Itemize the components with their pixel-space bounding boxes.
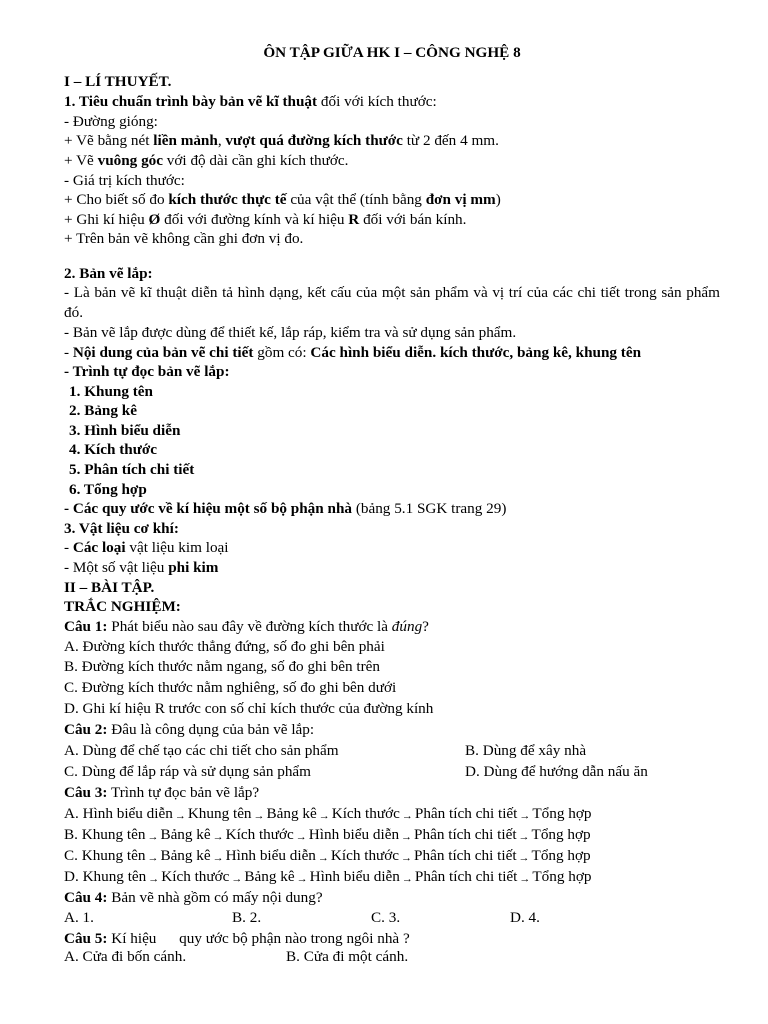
s2-paragraph2: - Bản vẽ lắp được dùng để thiết kế, lắp ráp, kiểm tra và sử dụng sản phẩm. <box>64 324 517 341</box>
option-step: Hình biểu diễn <box>309 868 400 885</box>
s1-line5: + Cho biết số đo kích thước thực tế của vật thể (tính bằng đơn vị mm) <box>64 191 501 208</box>
option-step: Bảng kê <box>160 826 211 843</box>
s2-paragraph4: - Trình tự đọc bản vẽ lắp: <box>64 363 230 380</box>
answer-option: A. Đường kích thước thẳng đứng, số đo ghi bên phải <box>64 638 385 655</box>
option-step: Phân tích chi tiết <box>414 805 518 822</box>
reading-step: 3. Hình biểu diễn <box>69 422 181 439</box>
answer-option <box>64 804 591 826</box>
section-heading-theory: I – LÍ THUYẾT. <box>64 73 172 90</box>
answer-option: A. Cửa đi bốn cánh. <box>64 948 187 965</box>
reading-step: 4. Kích thước <box>69 441 157 458</box>
arrow-right-icon: → <box>318 810 330 822</box>
option-step: Tổng hợp <box>532 868 592 885</box>
option-step: Phân tích chi tiết <box>414 868 518 885</box>
s1-title: 1. Tiêu chuẩn trình bày bản vẽ kĩ thuật đối với kích thước: <box>64 93 437 110</box>
answer-option <box>64 846 591 868</box>
option-letter: D. <box>64 868 79 885</box>
arrow-right-icon: → <box>148 873 160 885</box>
multiple-choice-heading: TRẮC NGHIỆM: <box>64 598 181 615</box>
option-step: Khung tên <box>82 868 147 885</box>
arrow-right-icon: → <box>519 873 531 885</box>
option-step: Tổng hợp <box>531 826 591 843</box>
option-step: Kích thước <box>161 868 230 885</box>
option-step: Khung tên <box>187 805 252 822</box>
s1-line6: + Ghi kí hiệu Ø đối với đường kính và kí hiệu R đối với bán kính. <box>64 211 467 228</box>
reading-step: 5. Phân tích chi tiết <box>69 461 195 478</box>
option-step: Hình biểu diễn <box>225 847 316 864</box>
s3-title: 3. Vật liệu cơ khí: <box>64 520 179 537</box>
question-4: Câu 4: Bản vẽ nhà gồm có mấy nội dung? <box>64 889 323 906</box>
option-step: Bảng kê <box>266 805 317 822</box>
option-letter: A. <box>64 805 79 822</box>
answer-option: A. Dùng để chế tạo các chi tiết cho sản phẩm <box>64 742 339 759</box>
answer-option: A. 1. <box>64 909 94 926</box>
arrow-right-icon: → <box>519 810 531 822</box>
arrow-right-icon: → <box>295 831 307 843</box>
answer-option: B. Đường kích thước nằm ngang, số đo ghi bên trên <box>64 658 380 675</box>
question-1: Câu 1: Phát biểu nào sau đây về đường kích thước là đúng? <box>64 618 429 635</box>
arrow-right-icon: → <box>231 873 243 885</box>
s2-title: 2. Bản vẽ lắp: <box>64 265 153 282</box>
option-step: Bảng kê <box>244 868 295 885</box>
reading-step: 2. Bảng kê <box>69 402 137 419</box>
s1-line2: + Vẽ bằng nét liền mảnh, vượt quá đường kích thước từ 2 đến 4 mm. <box>64 132 499 149</box>
arrow-right-icon: → <box>401 873 413 885</box>
s1-line4: - Giá trị kích thước: <box>64 172 185 189</box>
option-step: Khung tên <box>81 826 146 843</box>
arrow-right-icon: → <box>147 852 159 864</box>
answer-option: C. 3. <box>371 909 401 926</box>
s2-paragraph5: - Các quy ước về kí hiệu một số bộ phận nhà (bảng 5.1 SGK trang 29) <box>64 500 507 517</box>
s3-line1: - Các loại vật liệu kim loại <box>64 539 229 556</box>
option-step: Phân tích chi tiết <box>414 826 517 843</box>
arrow-right-icon: → <box>174 810 186 822</box>
question-3: Câu 3: Trình tự đọc bản vẽ lắp? <box>64 784 260 801</box>
arrow-right-icon: → <box>253 810 265 822</box>
arrow-right-icon: → <box>401 852 413 864</box>
s3-line2: - Một số vật liệu phi kim <box>64 559 219 576</box>
arrow-right-icon: → <box>518 831 530 843</box>
s1-line1: - Đường gióng: <box>64 113 158 130</box>
arrow-right-icon: → <box>518 852 530 864</box>
reading-step: 6. Tổng hợp <box>69 481 147 498</box>
option-step: Khung tên <box>81 847 146 864</box>
answer-option: C. Dùng để lắp ráp và sử dụng sản phẩm <box>64 763 311 780</box>
answer-option: C. Đường kích thước nằm nghiêng, số đo ghi bên dưới <box>64 679 397 696</box>
answer-option: D. 4. <box>510 909 540 926</box>
answer-option <box>64 867 591 889</box>
option-step: Hình biểu diễn <box>308 826 400 843</box>
option-step: Tổng hợp <box>531 847 591 864</box>
arrow-right-icon: → <box>147 831 159 843</box>
option-step: Kích thước <box>225 826 294 843</box>
option-step: Kích thước <box>331 805 400 822</box>
s2-paragraph3: - Nội dung của bản vẽ chi tiết gồm có: Các hình biểu diễn. kích thước, bảng kê, khung tên <box>64 344 642 361</box>
option-letter: C. <box>64 847 78 864</box>
answer-option: B. Dùng để xây nhà <box>465 742 587 759</box>
answer-option: B. 2. <box>232 909 262 926</box>
arrow-right-icon: → <box>401 831 413 843</box>
arrow-right-icon: → <box>212 852 224 864</box>
page-title: ÔN TẬP GIỮA HK I – CÔNG NGHỆ 8 <box>263 44 521 61</box>
answer-option: B. Cửa đi một cánh. <box>286 948 409 965</box>
reading-step: 1. Khung tên <box>69 383 153 400</box>
s2-paragraph1: - Là bản vẽ kĩ thuật diễn tả hình dạng, kết cấu của một sản phẩm và vị trí của các chi tiết trong sản phẩm đó. <box>64 284 720 321</box>
question-2: Câu 2: Đâu là công dụng của bản vẽ lắp: <box>64 721 315 738</box>
option-step: Tổng hợp <box>532 805 592 822</box>
answer-option: D. Ghi kí hiệu R trước con số chỉ kích thước của đường kính <box>64 700 434 717</box>
arrow-right-icon: → <box>296 873 308 885</box>
s1-line7: + Trên bản vẽ không cần ghi đơn vị đo. <box>64 230 304 247</box>
option-step: Bảng kê <box>160 847 211 864</box>
s1-line3: + Vẽ vuông góc với độ dài cần ghi kích thước. <box>64 152 349 169</box>
question-5: Câu 5: Kí hiệu quy ước bộ phận nào trong ngôi nhà ? <box>64 930 410 947</box>
option-step: Hình biểu diễn <box>82 805 173 822</box>
option-step: Kích thước <box>330 847 400 864</box>
section-heading-exercises: II – BÀI TẬP. <box>64 579 155 596</box>
arrow-right-icon: → <box>212 831 224 843</box>
answer-option: D. Dùng để hướng dẫn nấu ăn <box>465 763 648 780</box>
option-letter: B. <box>64 826 78 843</box>
answer-option <box>64 825 591 847</box>
option-step: Phân tích chi tiết <box>414 847 517 864</box>
arrow-right-icon: → <box>401 810 413 822</box>
arrow-right-icon: → <box>317 852 329 864</box>
